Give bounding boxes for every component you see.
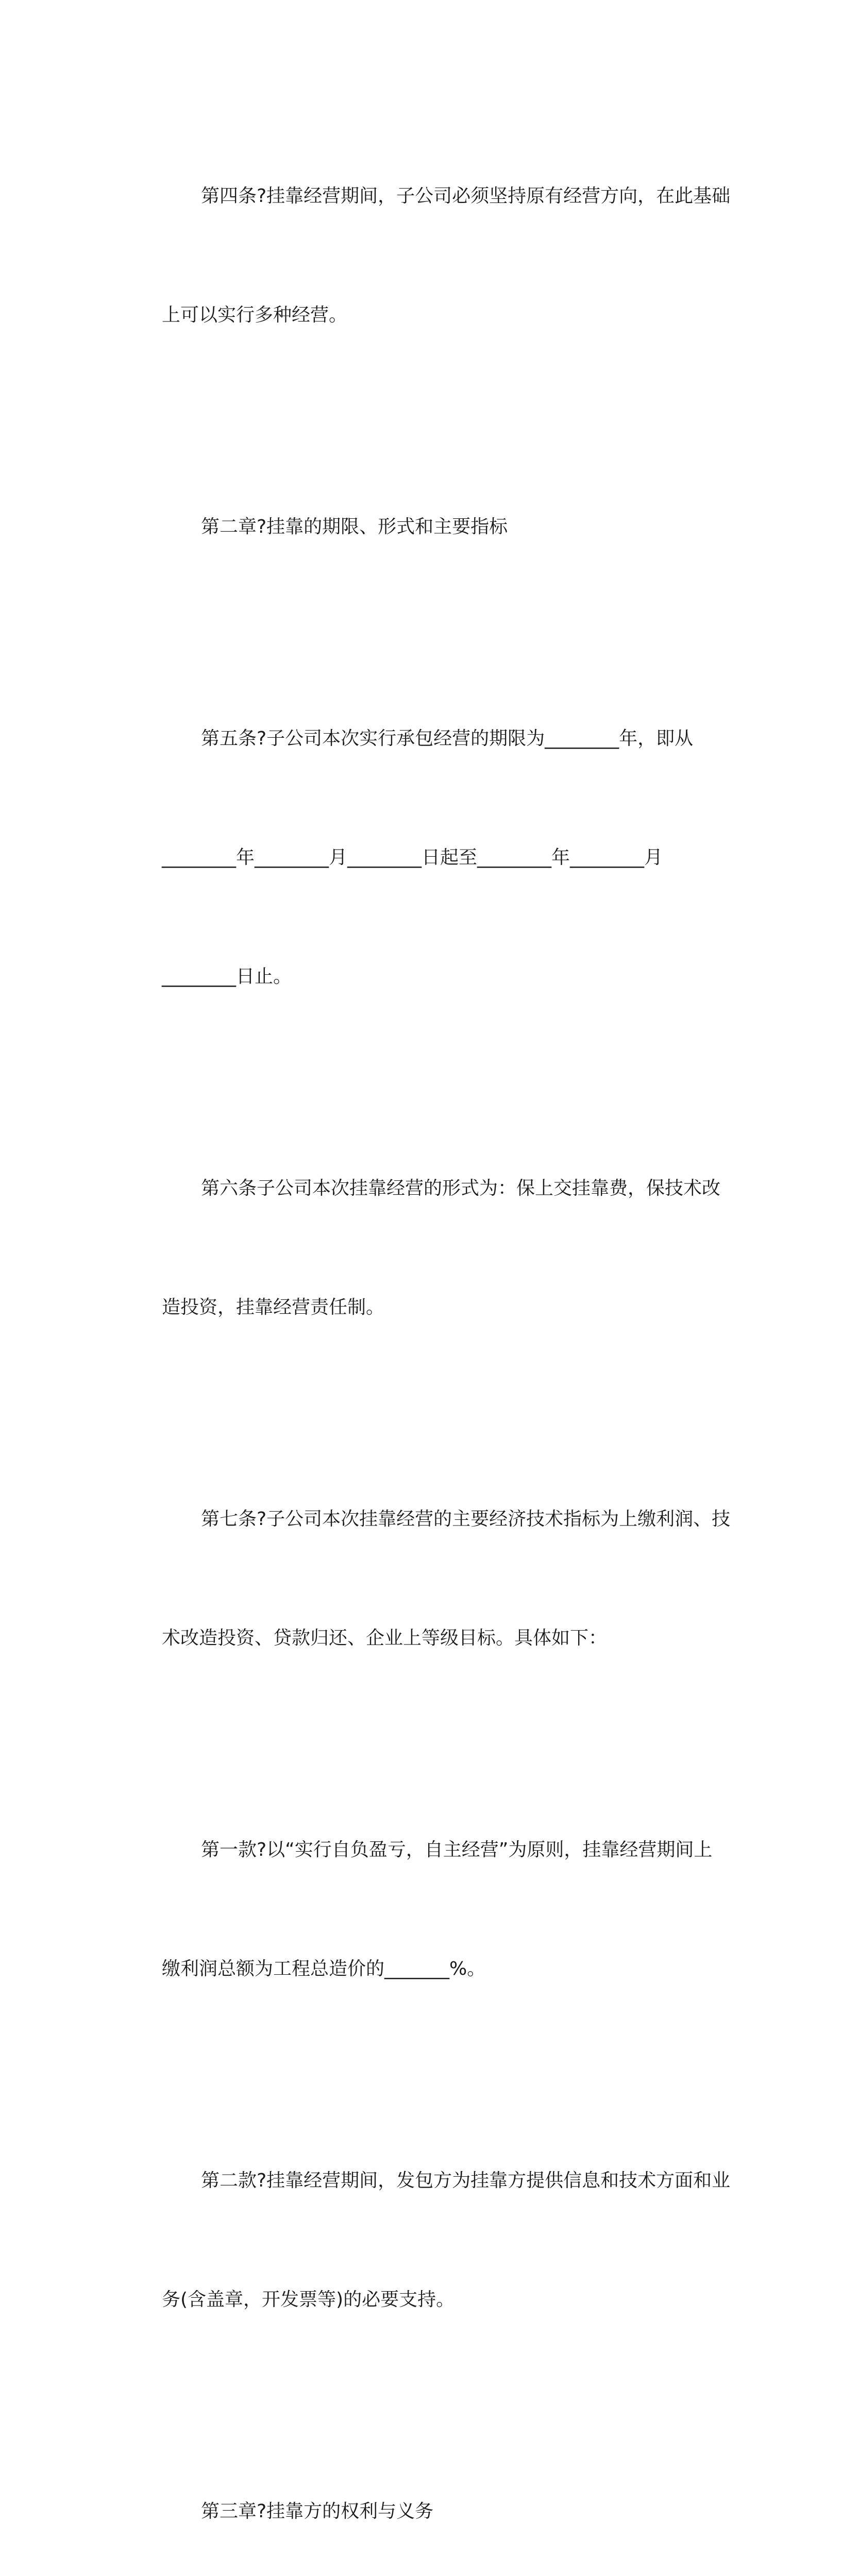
paragraph-chapter-2-heading <box>123 428 718 626</box>
text-line: 缴利润总额为工程总造价的_______%。 <box>162 1958 486 1979</box>
text-line: 第七条?子公司本次挂靠经营的主要经济技术指标为上缴利润、技 <box>201 1509 731 1530</box>
text-line: ________年________月________日起至________年________月 <box>162 847 663 868</box>
paragraph-article-7 <box>123 1420 731 1737</box>
text-line: 第四条?挂靠经营期间，子公司必须坚持原有经营方向，在此基础 <box>201 185 731 207</box>
text-line: 第五条?子公司本次实行承包经营的期限为________年，即从 <box>201 728 694 749</box>
text-line: 术改造投资、贷款归还、企业上等级目标。具体如下： <box>162 1628 608 1649</box>
document-body <box>123 97 731 2576</box>
paragraph-article-6 <box>123 1089 721 1406</box>
text-line: 第三章?挂靠方的权利与义务 <box>201 2501 434 2522</box>
text-line: 第一款?以“实行自负盈亏，自主经营”为原则，挂靠经营期间上 <box>201 1839 713 1860</box>
paragraph-clause-2 <box>123 2081 731 2399</box>
text-line: ________日止。 <box>162 966 292 987</box>
text-line: 上可以实行多种经营。 <box>162 304 348 326</box>
paragraph-article-4 <box>123 97 731 414</box>
text-line: 务(含盖章，开发票等)的必要支持。 <box>162 2289 455 2310</box>
text-line: 第二章?挂靠的期限、形式和主要指标 <box>201 516 508 537</box>
paragraph-chapter-3-heading <box>123 2412 718 2576</box>
paragraph-article-5 <box>123 639 718 1076</box>
text-line: 第六条子公司本次挂靠经营的形式为：保上交挂靠费，保技术改 <box>201 1178 721 1199</box>
text-line: 造投资，挂靠经营责任制。 <box>162 1297 385 1318</box>
text-line: 第二款?挂靠经营期间，发包方为挂靠方提供信息和技术方面和业 <box>201 2170 731 2191</box>
paragraph-clause-1 <box>123 1751 718 2068</box>
